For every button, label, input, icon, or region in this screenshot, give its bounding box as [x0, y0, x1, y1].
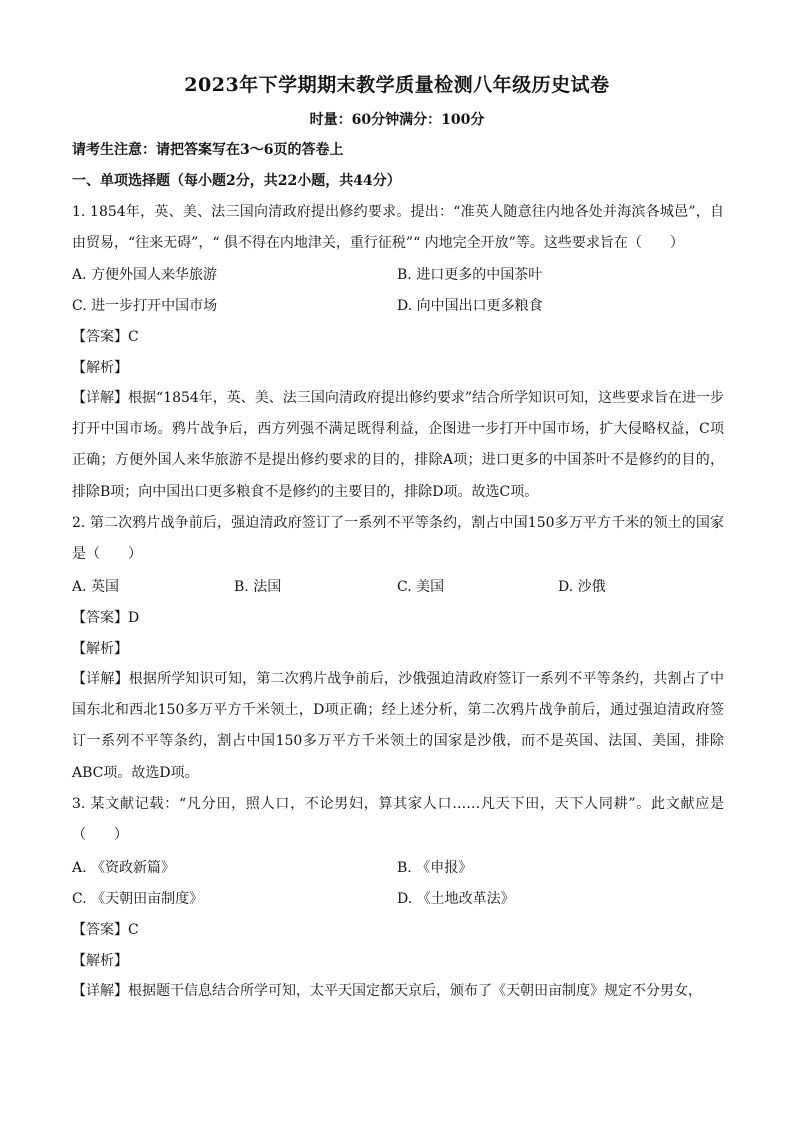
- detail-label: 【详解】: [72, 390, 129, 406]
- question-1-option-a: A. 方便外国人来华旅游: [72, 267, 218, 283]
- answer-value: D: [128, 610, 140, 626]
- detail-text: 根据“1854年，英、美、法三国向清政府提出修约要求”结合所学知识可知，这些要求旨在进一步打开中国市场。鸦片战争后，西方列强不满足既得利益，企图进一步打开中国市场，扩大侵略权益，C项正确；方便外国人来华旅游不是提出修约要求的目的，排除A项；进口更多的中国茶叶不是修约的目的，排除B项；向中国出口更多粮食不是修约的主要目的，排除D项。故选C项。: [72, 390, 724, 500]
- question-2-option-a: A. 英国: [72, 579, 120, 595]
- notice-text: 请考生注意：请把答案写在3～6页的答卷上: [72, 142, 344, 158]
- question-2-analysis-label: 【解析】: [72, 641, 128, 657]
- question-3-option-c: C. 《天朝田亩制度》: [72, 891, 204, 907]
- question-3-analysis-label: 【解析】: [72, 953, 128, 969]
- question-2-option-b: B. 法国: [234, 579, 282, 595]
- question-1-option-b: B. 进口更多的中国茶叶: [397, 267, 543, 283]
- exam-title: 2023年下学期期末教学质量检测八年级历史试卷: [184, 74, 610, 96]
- answer-label: 【答案】: [72, 329, 128, 345]
- answer-label: 【答案】: [72, 922, 128, 938]
- section-heading: 一、单项选择题（每小题2分，共22小题，共44分）: [72, 173, 401, 189]
- question-3-detail: [72, 976, 724, 1007]
- detail-text: 根据所学知识可知，第二次鸦片战争前后，沙俄强迫清政府签订一系列不平等条约，共割占了中国东北和西北150多万平方千米领土，D项正确；经上述分析，第二次鸦片战争前后，通过强迫清政府签订一系列不平等条约，割占中国150多万平方千米领土的国家是沙俄，而不是英国、法国、美国，排除ABC项。故选D项。: [72, 671, 725, 781]
- question-2-option-c: C. 美国: [397, 579, 445, 595]
- question-3-option-b: B. 《申报》: [397, 860, 473, 876]
- question-2-stem: 2. 第二次鸦片战争前后，强迫清政府签订了一系列不平等条约，割占中国150多万平方千米的领土的国家是（ ）: [72, 515, 724, 563]
- question-2-option-d: D. 沙俄: [558, 579, 606, 595]
- question-2-answer: [72, 608, 724, 628]
- exam-time-score: 时量：60分钟满分：100分: [309, 112, 485, 128]
- answer-label: 【答案】: [72, 610, 128, 626]
- detail-label: 【详解】: [72, 671, 129, 687]
- detail-text: 根据题干信息结合所学可知，太平天国定都天京后，颁布了《天朝田亩制度》规定不分男女，: [128, 983, 702, 999]
- question-1-option-d: D. 向中国出口更多粮食: [397, 298, 543, 314]
- question-3-option-d: D. 《土地改革法》: [397, 891, 515, 907]
- detail-label: 【详解】: [72, 983, 128, 999]
- question-3-option-a: A. 《资政新篇》: [72, 860, 176, 876]
- answer-value: C: [128, 922, 139, 938]
- answer-value: C: [128, 329, 139, 345]
- question-3-answer: [72, 920, 724, 940]
- question-3-stem: 3. 某文献记载：“凡分田，照人口，不论男妇，算其家人口……凡天下田，天下人同耕”。此文献应是（ ）: [72, 796, 724, 844]
- question-2-detail: [72, 664, 724, 789]
- question-1-option-c: C. 进一步打开中国市场: [72, 298, 218, 314]
- question-1-detail: [72, 383, 724, 508]
- question-1-answer: [72, 327, 724, 347]
- question-1-analysis-label: 【解析】: [72, 360, 128, 376]
- question-1-stem: 1. 1854年，英、美、法三国向清政府提出修约要求。提出：“准英人随意往内地各处并海滨各城邑”，自由贸易，“往来无碍”，“ 俱不得在内地津关，重行征税”“ 内地完全开放”等。这些要求旨在（ ）: [72, 204, 724, 252]
